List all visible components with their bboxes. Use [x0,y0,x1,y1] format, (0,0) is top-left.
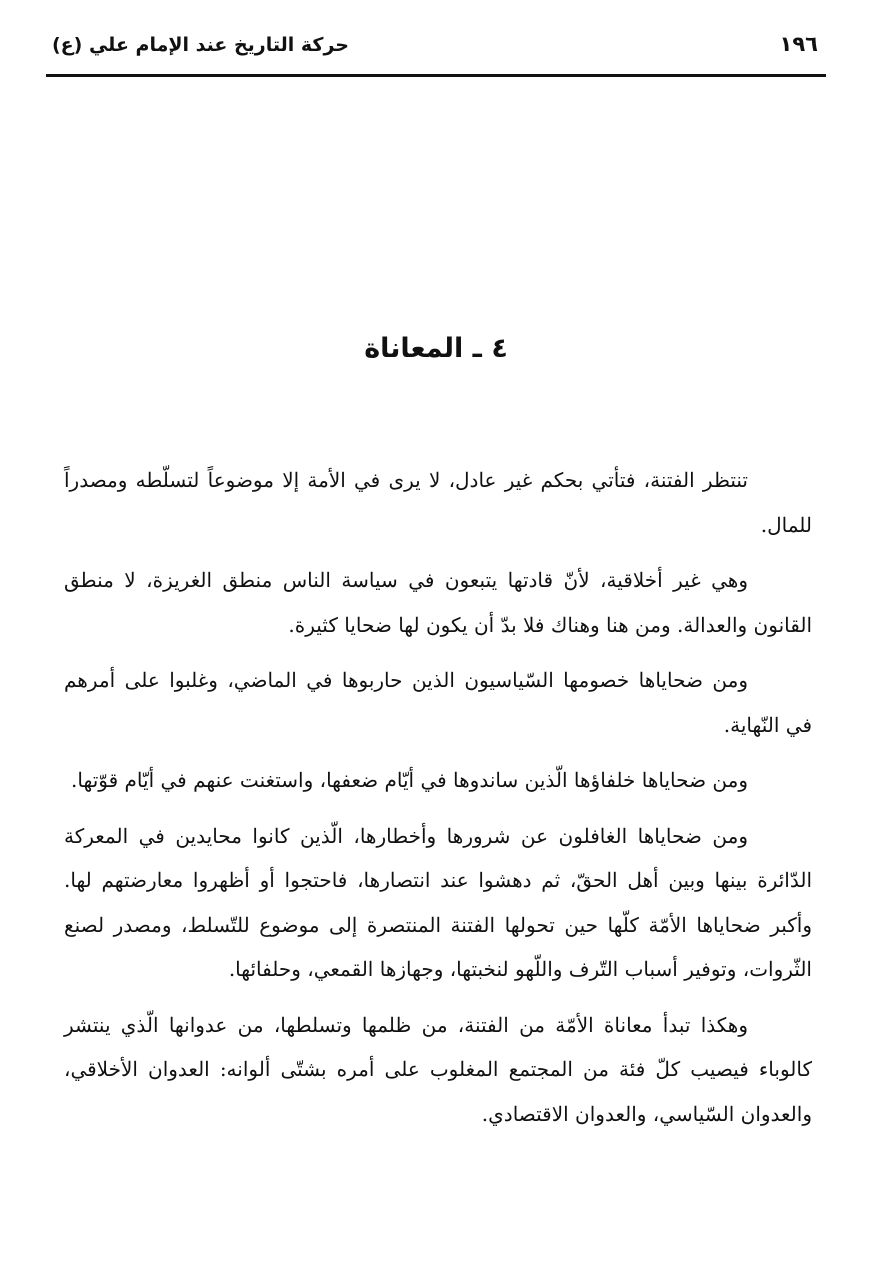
paragraph: ومن ضحاياها خصومها السّياسيون الذين حاربوها في الماضي، وغلبوا على أمرهم في النّهاية. [64,668,812,737]
paragraph: وهكذا تبدأ معاناة الأمّة من الفتنة، من ظلمها وتسلطها، من عدوانها الّذي ينتشر كالوباء فيصيب كلّ فئة من المجتمع المغلوب على أمره بشتّى ألوانه: العدوان الأخلاقي، والعدوان السّياسي، والعدوان الاقتصادي. [64,1012,812,1126]
page-number: ١٩٦ [779,32,818,56]
running-header [46,28,826,68]
paragraph: ومن ضحاياها الغافلون عن شرورها وأخطارها، الّذين كانوا محايدين في المعركة الدّائرة بينها وبين أهل الحقّ، ثم دهشوا عند انتصارها، فاحتجوا أو أظهروا معارضتهم لها. وأكبر ضحاياها الأمّة كلّها حين تحولها الفتنة المنتصرة إلى موضوع للتّسلط، ومصدر لصنع الثّروات، وتوفير أسباب التّرف واللّهو لنخبتها، وجهازها القمعي، وحلفائها. [64,823,812,981]
section-heading: ٤ ـ المعاناة [364,333,508,364]
paragraph: ومن ضحاياها خلفاؤها الّذين ساندوها في أيّام ضعفها، واستغنت عنهم في أيّام قوّتها. [71,768,748,792]
running-title: حركة التاريخ عند الإمام علي (ع) [52,34,349,56]
body-text [64,458,812,1147]
paragraph: وهي غير أخلاقية، لأنّ قادتها يتبعون في سياسة الناس منطق الغريزة، لا منطق القانون والعدالة. ومن هنا وهناك فلا بدّ أن يكون لها ضحايا كثيرة. [64,568,812,637]
paragraph: تنتظر الفتنة، فتأتي بحكم غير عادل، لا يرى في الأمة إلا موضوعاً لتسلّطه ومصدراً للمال. [64,468,812,537]
header-divider [46,74,826,77]
